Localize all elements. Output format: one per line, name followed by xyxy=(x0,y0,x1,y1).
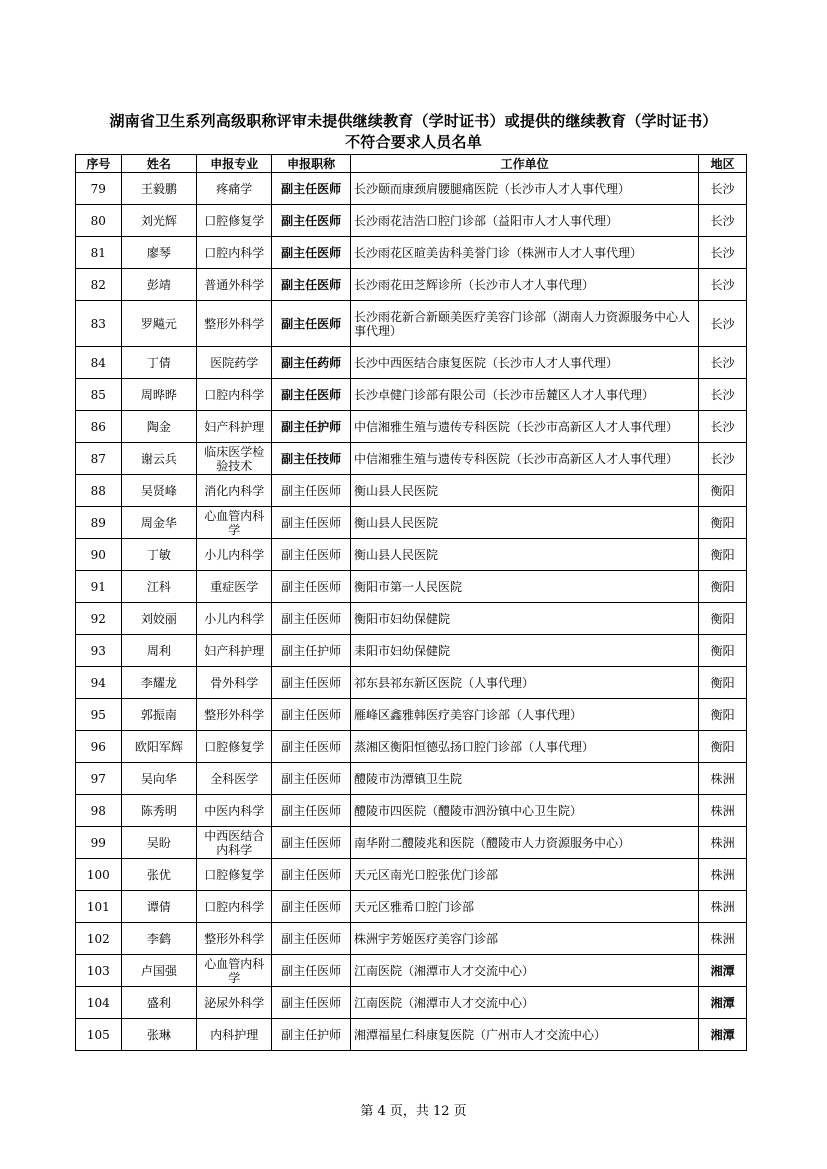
table-row xyxy=(76,635,747,667)
row-region: 长沙 xyxy=(699,379,747,411)
header-seq: 序号 xyxy=(76,155,122,173)
row-seq: 100 xyxy=(76,859,122,891)
row-title: 副主任护师 xyxy=(272,635,351,667)
row-unit: 耒阳市妇幼保健院 xyxy=(350,635,698,667)
table-row xyxy=(76,205,747,237)
row-title: 副主任医师 xyxy=(272,987,351,1019)
row-unit: 长沙中西医结合康复医院（长沙市人才人事代理） xyxy=(350,347,698,379)
row-title: 副主任医师 xyxy=(272,859,351,891)
row-unit: 衡阳市妇幼保健院 xyxy=(350,603,698,635)
row-major: 临床医学检验技术 xyxy=(197,443,272,475)
row-region: 衡阳 xyxy=(699,475,747,507)
row-seq: 80 xyxy=(76,205,122,237)
row-seq: 81 xyxy=(76,237,122,269)
row-region: 长沙 xyxy=(699,411,747,443)
row-major: 小儿内科学 xyxy=(197,603,272,635)
row-major: 口腔内科学 xyxy=(197,379,272,411)
row-title: 副主任医师 xyxy=(272,539,351,571)
row-region: 衡阳 xyxy=(699,571,747,603)
row-title: 副主任医师 xyxy=(272,475,351,507)
row-region: 株洲 xyxy=(699,795,747,827)
row-unit: 中信湘雅生殖与遗传专科医院（长沙市高新区人才人事代理） xyxy=(350,411,698,443)
row-name: 丁敏 xyxy=(121,539,196,571)
table-row xyxy=(76,379,747,411)
table-row xyxy=(76,827,747,859)
row-region: 株洲 xyxy=(699,923,747,955)
document-title-line1: 湖南省卫生系列高级职称评审未提供继续教育（学时证书）或提供的继续教育（学时证书） xyxy=(109,112,718,130)
row-major: 心血管内科学 xyxy=(197,507,272,539)
page-footer: 第 4 页，共 12 页 xyxy=(360,1104,467,1119)
row-unit: 江南医院（湘潭市人才交流中心） xyxy=(350,987,698,1019)
table-row xyxy=(76,891,747,923)
row-unit: 长沙雨花田芝辉诊所（长沙市人才人事代理） xyxy=(350,269,698,301)
row-name: 刘光辉 xyxy=(121,205,196,237)
row-seq: 97 xyxy=(76,763,122,795)
row-unit: 长沙雨花新合新颐美医疗美容门诊部（湖南人力资源服务中心人事代理） xyxy=(350,301,698,347)
row-seq: 93 xyxy=(76,635,122,667)
row-major: 妇产科护理 xyxy=(197,635,272,667)
row-name: 郭振南 xyxy=(121,699,196,731)
table-row xyxy=(76,923,747,955)
table-row xyxy=(76,699,747,731)
row-major: 泌尿外科学 xyxy=(197,987,272,1019)
row-region: 衡阳 xyxy=(699,635,747,667)
row-name: 刘姣丽 xyxy=(121,603,196,635)
row-seq: 92 xyxy=(76,603,122,635)
table-row xyxy=(76,731,747,763)
personnel-table xyxy=(75,154,747,1051)
row-region: 长沙 xyxy=(699,205,747,237)
row-name: 陈秀明 xyxy=(121,795,196,827)
row-name: 李耀龙 xyxy=(121,667,196,699)
row-name: 彭靖 xyxy=(121,269,196,301)
row-unit: 江南医院（湘潭市人才交流中心） xyxy=(350,955,698,987)
row-major: 重症医学 xyxy=(197,571,272,603)
row-major: 整形外科学 xyxy=(197,923,272,955)
row-major: 口腔内科学 xyxy=(197,237,272,269)
row-name: 张优 xyxy=(121,859,196,891)
row-seq: 85 xyxy=(76,379,122,411)
row-title: 副主任医师 xyxy=(272,603,351,635)
row-unit: 醴陵市沩潭镇卫生院 xyxy=(350,763,698,795)
row-region: 长沙 xyxy=(699,443,747,475)
row-title: 副主任医师 xyxy=(272,923,351,955)
row-name: 王毅鹏 xyxy=(121,173,196,205)
row-major: 整形外科学 xyxy=(197,301,272,347)
row-seq: 102 xyxy=(76,923,122,955)
row-region: 长沙 xyxy=(699,347,747,379)
header-title: 申报职称 xyxy=(272,155,351,173)
row-name: 吴向华 xyxy=(121,763,196,795)
row-major: 全科医学 xyxy=(197,763,272,795)
row-region: 株洲 xyxy=(699,859,747,891)
row-seq: 84 xyxy=(76,347,122,379)
row-seq: 103 xyxy=(76,955,122,987)
row-major: 整形外科学 xyxy=(197,699,272,731)
row-unit: 株洲宇芳姬医疗美容门诊部 xyxy=(350,923,698,955)
table-row xyxy=(76,795,747,827)
row-unit: 长沙雨花洁浩口腔门诊部（益阳市人才人事代理） xyxy=(350,205,698,237)
row-major: 中西医结合内科学 xyxy=(197,827,272,859)
row-name: 卢国强 xyxy=(121,955,196,987)
row-unit: 蒸湘区衡阳恒德弘扬口腔门诊部（人事代理） xyxy=(350,731,698,763)
row-major: 口腔修复学 xyxy=(197,205,272,237)
header-name: 姓名 xyxy=(121,155,196,173)
row-region: 长沙 xyxy=(699,237,747,269)
row-seq: 91 xyxy=(76,571,122,603)
row-region: 湘潭 xyxy=(699,1019,747,1051)
row-region: 衡阳 xyxy=(699,507,747,539)
row-major: 小儿内科学 xyxy=(197,539,272,571)
row-seq: 82 xyxy=(76,269,122,301)
row-major: 口腔修复学 xyxy=(197,731,272,763)
row-name: 陶金 xyxy=(121,411,196,443)
table-row xyxy=(76,955,747,987)
row-seq: 88 xyxy=(76,475,122,507)
row-title: 副主任医师 xyxy=(272,571,351,603)
row-name: 周金华 xyxy=(121,507,196,539)
row-title: 副主任护师 xyxy=(272,1019,351,1051)
row-major: 普通外科学 xyxy=(197,269,272,301)
row-region: 衡阳 xyxy=(699,667,747,699)
table-row xyxy=(76,1019,747,1051)
row-seq: 99 xyxy=(76,827,122,859)
row-unit: 天元区雅希口腔门诊部 xyxy=(350,891,698,923)
row-seq: 101 xyxy=(76,891,122,923)
row-seq: 89 xyxy=(76,507,122,539)
row-region: 湘潭 xyxy=(699,987,747,1019)
row-unit: 长沙卓健门诊部有限公司（长沙市岳麓区人才人事代理） xyxy=(350,379,698,411)
row-major: 心血管内科学 xyxy=(197,955,272,987)
row-region: 衡阳 xyxy=(699,539,747,571)
row-region: 长沙 xyxy=(699,173,747,205)
row-major: 中医内科学 xyxy=(197,795,272,827)
table-header-row xyxy=(76,155,747,173)
table-row xyxy=(76,859,747,891)
table-row xyxy=(76,571,747,603)
row-title: 副主任医师 xyxy=(272,763,351,795)
row-title: 副主任医师 xyxy=(272,269,351,301)
row-unit: 湘潭福星仁科康复医院（广州市人才交流中心） xyxy=(350,1019,698,1051)
row-region: 长沙 xyxy=(699,269,747,301)
table-row xyxy=(76,173,747,205)
row-name: 盛利 xyxy=(121,987,196,1019)
row-name: 欧阳军辉 xyxy=(121,731,196,763)
row-region: 衡阳 xyxy=(699,699,747,731)
row-major: 妇产科护理 xyxy=(197,411,272,443)
row-unit: 衡山县人民医院 xyxy=(350,539,698,571)
row-major: 医院药学 xyxy=(197,347,272,379)
row-unit: 衡阳市第一人民医院 xyxy=(350,571,698,603)
row-name: 周利 xyxy=(121,635,196,667)
table-row xyxy=(76,443,747,475)
table-row xyxy=(76,475,747,507)
row-region: 株洲 xyxy=(699,763,747,795)
row-title: 副主任医师 xyxy=(272,891,351,923)
row-unit: 醴陵市四医院（醴陵市泗汾镇中心卫生院） xyxy=(350,795,698,827)
row-title: 副主任医师 xyxy=(272,827,351,859)
table-row xyxy=(76,763,747,795)
row-major: 消化内科学 xyxy=(197,475,272,507)
row-title: 副主任医师 xyxy=(272,173,351,205)
row-region: 衡阳 xyxy=(699,603,747,635)
row-seq: 98 xyxy=(76,795,122,827)
row-title: 副主任技师 xyxy=(272,443,351,475)
row-seq: 105 xyxy=(76,1019,122,1051)
row-seq: 96 xyxy=(76,731,122,763)
row-title: 副主任护师 xyxy=(272,411,351,443)
row-unit: 中信湘雅生殖与遗传专科医院（长沙市高新区人才人事代理） xyxy=(350,443,698,475)
row-title: 副主任医师 xyxy=(272,667,351,699)
table-row xyxy=(76,987,747,1019)
row-unit: 雁峰区鑫雅韩医疗美容门诊部（人事代理） xyxy=(350,699,698,731)
row-major: 疼痛学 xyxy=(197,173,272,205)
row-title: 副主任医师 xyxy=(272,795,351,827)
table-row xyxy=(76,411,747,443)
document-title-line2: 不符合要求人员名单 xyxy=(345,133,482,151)
table-row xyxy=(76,539,747,571)
row-name: 周晔晔 xyxy=(121,379,196,411)
row-name: 江科 xyxy=(121,571,196,603)
table-row xyxy=(76,507,747,539)
row-name: 丁倩 xyxy=(121,347,196,379)
table-row xyxy=(76,301,747,347)
row-unit: 长沙雨花区暄美齿科美誉门诊（株洲市人才人事代理） xyxy=(350,237,698,269)
row-region: 株洲 xyxy=(699,827,747,859)
row-title: 副主任医师 xyxy=(272,507,351,539)
row-name: 廖琴 xyxy=(121,237,196,269)
row-name: 谭倩 xyxy=(121,891,196,923)
row-title: 副主任医师 xyxy=(272,205,351,237)
row-seq: 95 xyxy=(76,699,122,731)
header-region: 地区 xyxy=(699,155,747,173)
row-title: 副主任医师 xyxy=(272,379,351,411)
row-name: 罗飚元 xyxy=(121,301,196,347)
row-name: 吴贤峰 xyxy=(121,475,196,507)
row-major: 内科护理 xyxy=(197,1019,272,1051)
row-name: 张琳 xyxy=(121,1019,196,1051)
table-row xyxy=(76,603,747,635)
table-row xyxy=(76,667,747,699)
row-major: 骨外科学 xyxy=(197,667,272,699)
row-seq: 104 xyxy=(76,987,122,1019)
row-title: 副主任医师 xyxy=(272,955,351,987)
row-unit: 祁东县祁东新区医院（人事代理） xyxy=(350,667,698,699)
row-title: 副主任医师 xyxy=(272,699,351,731)
row-unit: 衡山县人民医院 xyxy=(350,475,698,507)
table-row xyxy=(76,269,747,301)
row-name: 李鹤 xyxy=(121,923,196,955)
row-region: 湘潭 xyxy=(699,955,747,987)
row-name: 吴盼 xyxy=(121,827,196,859)
row-region: 长沙 xyxy=(699,301,747,347)
row-unit: 长沙颐而康颈肩腰腿痛医院（长沙市人才人事代理） xyxy=(350,173,698,205)
row-seq: 94 xyxy=(76,667,122,699)
row-seq: 83 xyxy=(76,301,122,347)
row-unit: 衡山县人民医院 xyxy=(350,507,698,539)
header-major: 申报专业 xyxy=(197,155,272,173)
row-major: 口腔内科学 xyxy=(197,891,272,923)
row-title: 副主任医师 xyxy=(272,237,351,269)
row-title: 副主任药师 xyxy=(272,347,351,379)
row-seq: 90 xyxy=(76,539,122,571)
row-region: 衡阳 xyxy=(699,731,747,763)
header-unit: 工作单位 xyxy=(350,155,698,173)
row-title: 副主任医师 xyxy=(272,301,351,347)
row-major: 口腔修复学 xyxy=(197,859,272,891)
table-row xyxy=(76,347,747,379)
row-seq: 87 xyxy=(76,443,122,475)
table-row xyxy=(76,237,747,269)
row-region: 株洲 xyxy=(699,891,747,923)
row-unit: 天元区南光口腔张优门诊部 xyxy=(350,859,698,891)
row-title: 副主任医师 xyxy=(272,731,351,763)
row-seq: 86 xyxy=(76,411,122,443)
row-unit: 南华附二醴陵兆和医院（醴陵市人力资源服务中心） xyxy=(350,827,698,859)
row-seq: 79 xyxy=(76,173,122,205)
row-name: 谢云兵 xyxy=(121,443,196,475)
